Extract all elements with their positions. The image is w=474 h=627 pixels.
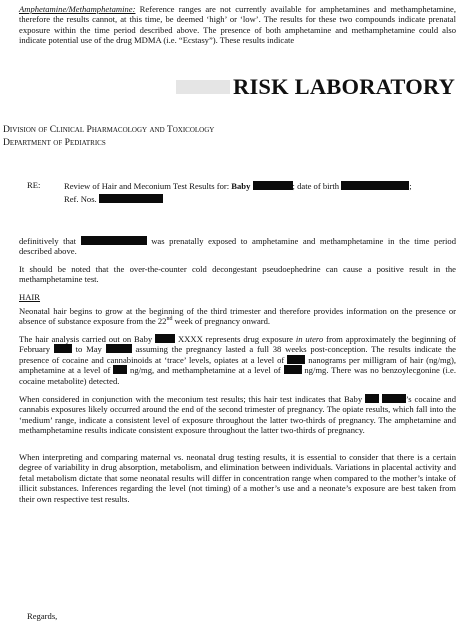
redacted-subject <box>81 236 147 245</box>
redacted-value <box>382 394 406 403</box>
redacted-value <box>155 334 175 343</box>
redacted-value <box>106 344 132 353</box>
redacted-value <box>287 355 305 364</box>
para-interpretation: When interpreting and comparing maternal vs. neonatal drug testing results, it is essential to consider that there is a certain degree of variability in drug absorption, metabolism, and elimination between individuals. Variations in placental activity and fetal metabolism dictate that some neonatal results will differ in concentration range when compared to the mother’s intake of illicit substances. Inferences regarding the level (not timing) of a mother’s use and a neonate’s exposure are best taken from their own respective test results. <box>19 452 456 504</box>
para-pseudoephedrine: It should be noted that the over-the-counter cold decongestant pseudoephedrine can cause a positive result in the methamphetamine test. <box>19 264 456 285</box>
hair-heading: HAIR <box>19 292 41 302</box>
redacted-dob <box>341 181 409 190</box>
amphetamine-term: Amphetamine/Methamphetamine: <box>19 4 136 14</box>
para-definitive: definitively that was prenatally exposed to amphetamine and methamphetamine in the time period described above. <box>19 236 457 257</box>
redacted-ref <box>99 194 163 203</box>
redacted-value <box>284 365 302 374</box>
redacted-value <box>365 394 379 403</box>
redacted-value <box>54 344 72 353</box>
para-hair-analysis: The hair analysis carried out on Baby XXXX represents drug exposure in utero from approximately the beginning of February to May assuming the pregnancy lasted a full 38 weeks post-conception. The results indicate the presence of cocaine and cannabinoids at ‘trace’ levels, opiates at a level of nanograms per milligram of hair (ng/mg), amphetamine at a level of ng/mg, and methamphetamine at a level of ng/mg. There was no benzoylecgonine (i.e. cocaine metabolite) detected. <box>19 334 456 386</box>
division-heading: Division of Clinical Pharmacology and Toxicology Department of Pediatrics <box>3 124 215 148</box>
lab-title: RISK LABORATORY <box>233 74 456 99</box>
re-block: Review of Hair and Meconium Test Results for: Baby ; date of birth ; Ref. Nos. <box>64 181 412 204</box>
amphetamine-paragraph: Amphetamine/Methamphetamine: Reference ranges are not currently available for amphetamines and methamphetamine, therefore the results cannot, at this time, be deemed ‘high’ or ‘low’. The results for these two compounds indicate prenatal exposure within the time period described above. The presence of both amphetamine and methamphetamine could also indicate potential use of the drug MDMA (i.e. “Ecstasy”). These results indicate <box>19 4 456 46</box>
re-label: RE: <box>27 180 41 190</box>
closing: Regards, <box>27 611 58 621</box>
logo-mark <box>176 80 230 94</box>
redacted-value <box>113 365 127 374</box>
para-hair-growth: Neonatal hair begins to grow at the beginning of the third trimester and therefore provides information on the presence or absence of substance exposure from the 22nd week of pregnancy onward. <box>19 306 456 327</box>
redacted-name <box>253 181 293 190</box>
para-meconium: When considered in conjunction with the meconium test results; this hair test indicates that Baby ’s cocaine and cannabis exposures likely occurred around the end of the second trimester of pregnancy. The opiate results, which fall into the ‘medium’ range, indicate a consistent level of exposure throughout the latter two-thirds of pregnancy. The amphetamine and methamphetamine results indicate consistent exposure throughout the latter two-thirds of pregnancy. <box>19 394 457 436</box>
